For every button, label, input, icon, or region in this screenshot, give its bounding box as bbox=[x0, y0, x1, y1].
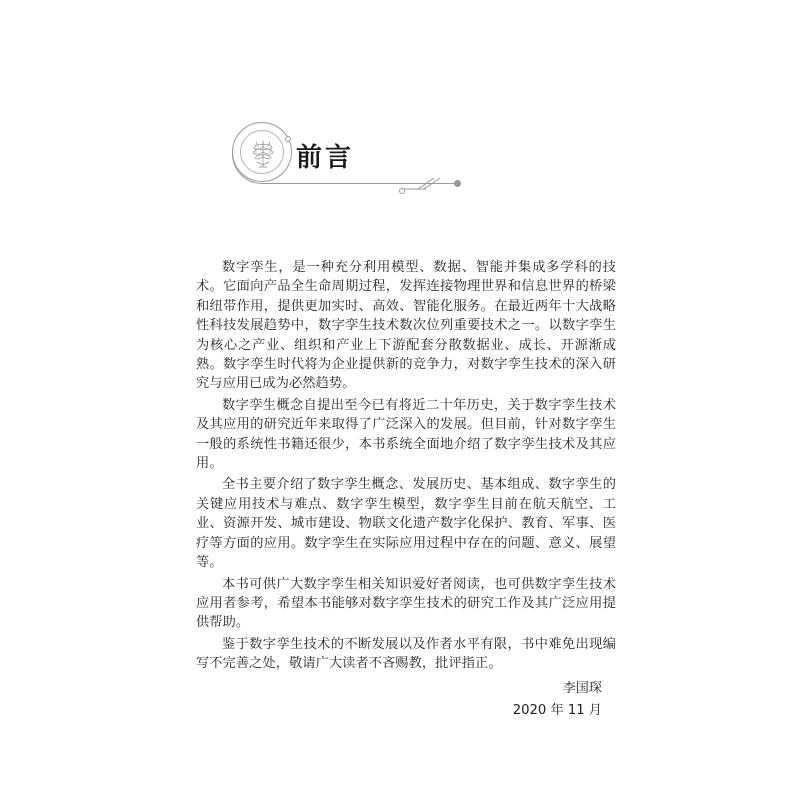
circle-node-icon bbox=[285, 136, 291, 142]
author-name: 李国琛 bbox=[562, 681, 602, 696]
signature-date: 2020 年 11 月 bbox=[512, 703, 602, 718]
switch-terminal-icon bbox=[399, 188, 405, 194]
page-header bbox=[0, 0, 800, 210]
paragraph: 鉴于数字孪生技术的不断发展以及作者水平有限，书中难免出现编写不完善之处，敬请广大读者不吝赐教，批评指正。 bbox=[196, 636, 616, 672]
paragraph: 数字孪生，是一种充分利用模型、数据、智能并集成多学科的技术。它面向产品全生命周期过程，发挥连接物理世界和信息世界的桥梁和纽带作用，提供更加实时、高效、智能化服务。在最近两年十大战略性科技发展趋势中，数字孪生技术数次位列重要技术之一。以数字孪生为核心之产业、组织和产业上下游配套分散数据业、成长、开源渐成熟。数字孪生时代将为企业提供新的竞争力，对数字孪生技术的深入研究与应用已成为必然趋势。 bbox=[196, 260, 616, 392]
page-title: 前言 bbox=[296, 143, 355, 173]
signature-block bbox=[196, 678, 616, 722]
paragraph: 本书可供广大数字孪生相关知识爱好者阅读，也可供数字孪生技术应用者参考，希望本书能够对数字孪生技术的研究工作及其广泛应用提供帮助。 bbox=[196, 576, 616, 631]
paragraph: 全书主要介绍了数字孪生概念、发展历史、基本组成、数字孪生的关键应用技术与难点、数字孪生模型，数字孪生目前在航天航空、工业、资源开发、城市建设、物联文化遗产数字化保护、教育、军事、医疗等方面的应用。数字孪生在实际应用过程中存在的问题、意义、展望等。 bbox=[196, 477, 616, 571]
paragraph: 数字孪生概念自提出至今已有将近二十年历史，关于数字孪生技术及其应用的研究近年来取得了广泛深入的发展。但目前，针对数字孪生一般的系统性书籍还很少，本书系统全面地介绍了数字孪生技术及其应用。 bbox=[196, 397, 616, 472]
dot-endcap-icon bbox=[454, 180, 461, 187]
switch-node-icon bbox=[396, 176, 456, 194]
preface-body bbox=[196, 258, 616, 676]
